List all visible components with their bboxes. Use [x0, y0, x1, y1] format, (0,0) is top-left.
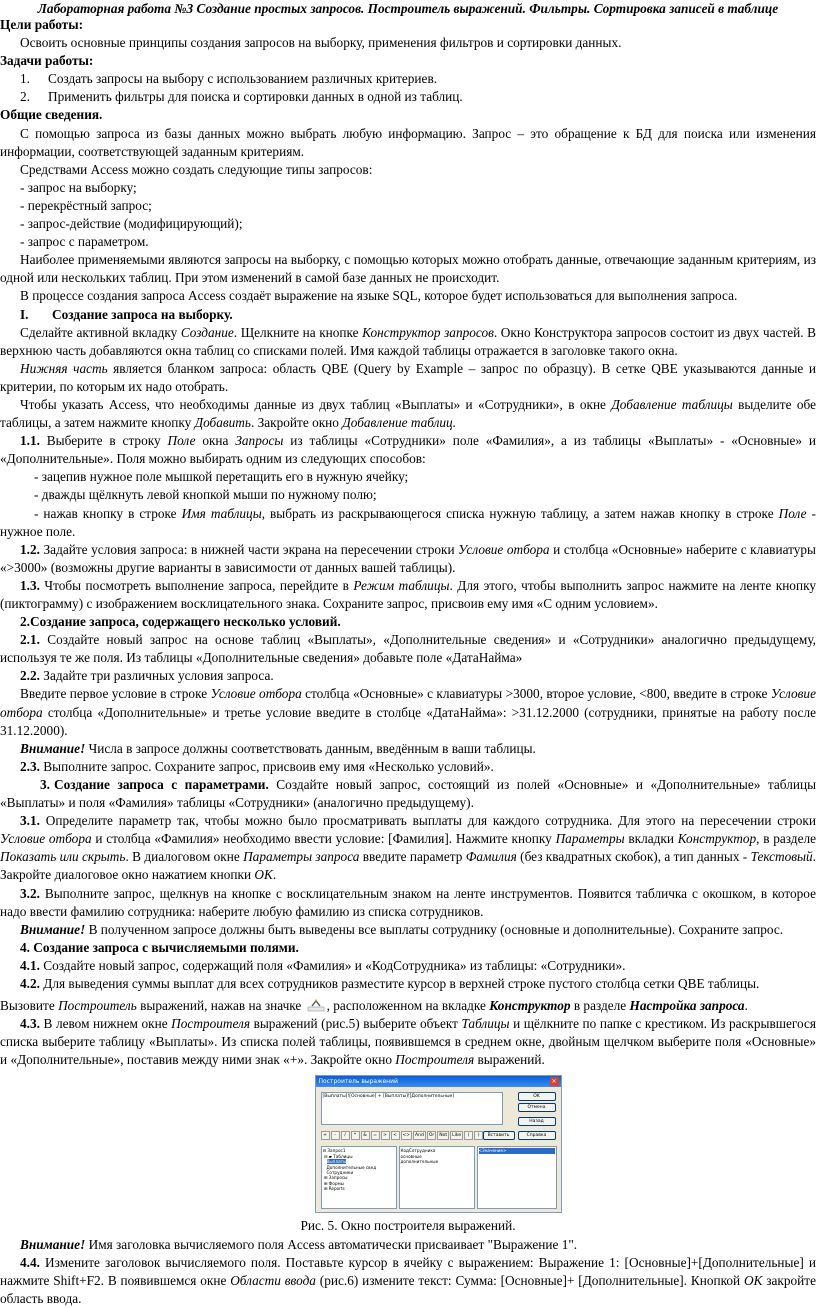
tree-item: ⊞ Reports: [322, 1186, 345, 1192]
operator-button: =: [371, 1131, 380, 1140]
operator-button: Not: [439, 1133, 448, 1139]
operator-button: <: [391, 1131, 400, 1140]
operator-button: /: [341, 1131, 350, 1140]
list-item: - перекрёстный запрос;: [20, 197, 152, 213]
operator-button: -: [331, 1131, 340, 1140]
field-item: КодСотрудника: [400, 1148, 436, 1154]
ok-button: OK: [518, 1092, 556, 1101]
operator-buttons: [321, 1131, 484, 1140]
close-icon: ✕: [551, 1078, 557, 1086]
back-button: Назад: [518, 1117, 556, 1126]
section-heading: I. Создание запроса на выборку.: [20, 306, 233, 322]
figure-window-title: Построитель выражений: [316, 1076, 561, 1087]
paragraph: С помощью запроса из базы данных можно выбрать любую информацию. Запрос – это обращение к БД для поиска или изменения информации, соответствующей заданным критериям.: [0, 125, 816, 159]
paragraph: Чтобы указать Access, что необходимы данные из двух таблиц «Выплаты» и «Сотрудники», в окне Добавление таблицы выделите обе таблицы, а затем нажмите кнопку Добавить. Закройте окно Добавление таблиц.: [0, 396, 816, 431]
help-button: Справка: [518, 1131, 556, 1140]
list-item: - нажав кнопку в строке Имя таблицы, выбрать из раскрывающегося списка нужную таблицу, а затем нажав кнопку в строке Поле - нужное поле.: [0, 505, 816, 539]
page-title: Лабораторная работа №3 Создание простых запросов. Построитель выражений. Фильтры. Сортировка записей в таблице: [37, 1, 779, 16]
paragraph: Внимание! В полученном запросе должны быть выведены все выплаты сотруднику (основные и дополнительные). Сохраните запрос.: [20, 921, 784, 937]
cancel-button: Отмена: [518, 1103, 556, 1112]
paragraph: В процессе создания запроса Access создаёт выражение на языке SQL, которое будет использоваться для выполнения запроса.: [20, 288, 738, 304]
list-item: - запрос-действие (модифицирующий);: [20, 216, 243, 232]
tree-item: Выплаты: [326, 1159, 347, 1165]
tree-item: ⊞ Запросы: [322, 1175, 348, 1181]
objects-tree: [321, 1146, 397, 1209]
paragraph: 3.1. Определите параметр так, чтобы можно было просматривать выплаты для каждого сотрудника. Для этого на пересечении строки Условие отбора и столбца «Фамилия» необходимо ввести условие: [Фамилия]. Нажмите кнопку Параметры вкладки Конструктор, в разделе Показать или скрыть. В диалоговом окне Параметры запроса введите параметр Фамилия (без квадратных скобок), а тип данных - Текстовый. Закройте диалоговое окно нажатием кнопки ОК.: [0, 813, 816, 883]
list-item: 1. Создать запросы на выбору с использованием различных критериев.: [20, 71, 438, 87]
builder-icon: [307, 998, 325, 1012]
paragraph: Внимание! Имя заголовка вычисляемого поля Access автоматически присваивает "Выражение 1".: [20, 1236, 578, 1252]
field-item: дополнительные: [400, 1159, 439, 1165]
paragraph: Средствами Access можно создать следующие типы запросов:: [20, 161, 373, 177]
tree-item: ⊞ Формы: [322, 1180, 344, 1186]
values-pane: [477, 1146, 557, 1209]
tree-item: Сотрудники: [326, 1170, 354, 1176]
fields-list: [399, 1146, 475, 1209]
paste-button: Вставить: [483, 1131, 515, 1140]
figure-caption: Рис. 5. Окно построителя выражений.: [300, 1218, 516, 1234]
paragraph: 4.2. Для выведения суммы выплат для всех сотрудников разместите курсор в верхней строке пустого столбца сетки QBE таблицы.: [20, 975, 760, 991]
paragraph: 3. Создание запроса с параметрами. Создайте новый запрос, состоящий из полей «Основные» и «Дополнительные» таблицы «Выплаты» и поля «Фамилия» таблицы «Сотрудники» (аналогично предыдущему).: [0, 776, 816, 811]
paragraph: Нижняя часть является бланком запроса: область QBE (Query by Example – запрос по образцу). В сетке QBE указываются данные и критерии, по которым их надо отобрать.: [0, 360, 816, 394]
list-item: - запрос с параметром.: [20, 234, 149, 250]
paragraph: 1.2. Задайте условия запроса: в нижней части экрана на пересечении строки Условие отбора и столбца «Основные» наберите с клавиатуры «>3000» (возможны другие варианты в зависимости от данных вашей таблицы).: [0, 541, 816, 575]
paragraph: 4.4. Измените заголовок вычисляемого поля. Поставьте курсор в ячейку с выражением: Выражение 1: [Основные]+[Дополнительные] и нажмите Shift+F2. В появившемся окне Области ввода (рис.6) измените текст: Сумма: [Основные]+ [Дополнительные]. Кнопкой ОК закройте область ввода.: [0, 1254, 816, 1306]
list-item: - запрос на выборку;: [20, 179, 137, 195]
general-heading: Общие сведения.: [0, 107, 103, 123]
field-item: основные: [400, 1153, 422, 1159]
goals-text: Освоить основные принципы создания запросов на выборку, применения фильтров и сортировки данных.: [20, 35, 622, 51]
paragraph: 2.3. Выполните запрос. Сохраните запрос, присвоив ему имя «Несколько условий».: [20, 758, 494, 774]
operator-button: ): [474, 1131, 483, 1140]
paragraph: Сделайте активной вкладку Создание. Щелкните на кнопке Конструктор запросов. Окно Конструктора запросов состоит из двух частей. В верхнюю часть добавляются окна таблиц со списками полей. Имя каждой таблицы отражается в заголовке такого окна.: [0, 324, 816, 358]
folder-icon: ▰: [328, 1153, 332, 1159]
paragraph: 2.2. Задайте три различных условия запроса.: [20, 668, 274, 684]
operator-button: And: [415, 1133, 424, 1139]
list-item: - дважды щёлкнуть левой кнопкой мыши по нужному полю;: [34, 487, 377, 503]
goals-heading: Цели работы:: [0, 17, 84, 32]
paragraph: Внимание! Числа в запросе должны соответствовать данным, введённым в ваши таблицы.: [20, 740, 536, 756]
expression-builder-figure: [315, 1075, 562, 1213]
operator-button: &: [361, 1131, 370, 1140]
paragraph: 1.1. Выберите в строку Поле окна Запросы из таблицы «Сотрудники» поле «Фамилия», а из таблицы «Выплаты» - «Основные» и «Дополнительные». Поля можно выбирать одним из следующих способов:: [0, 433, 816, 467]
operator-button: Like: [452, 1133, 462, 1139]
operator-button: +: [321, 1131, 330, 1140]
paragraph: Наиболее применяемыми являются запросы на выборку, с помощью которых можно отобрать данные, отвечающие заданным критериям, из одной или нескольких таблиц. При этом изменений в самой базе данных не происходит.: [0, 252, 816, 286]
tree-item: ⊟ Запрос1: [322, 1148, 346, 1154]
operator-button: >: [381, 1131, 390, 1140]
operator-button: (: [464, 1131, 473, 1140]
operator-button: Or: [428, 1133, 435, 1139]
tasks-heading: Задачи работы:: [0, 53, 94, 69]
list-item: - зацепив нужное поле мышкой перетащить его в нужную ячейку;: [34, 469, 409, 485]
paragraph: 3.2. Выполните запрос, щелкнув на кнопке с восклицательным знаком на ленте инструментов. Появится табличка с окошком, в которое надо ввести фамилию сотрудника: наберите любую фамилию из списка сотрудников.: [0, 885, 816, 919]
paragraph: 1.3. Чтобы посмотреть выполнение запроса, перейдите в Режим таблицы. Для этого, чтобы выполнить запрос нажмите на ленте кнопку (пиктограмму) с изображением восклицательного знака. Сохраните запрос, присвоив ему имя «С одним условием».: [0, 577, 816, 611]
paragraph: Вызовите Построитель выражений, нажав на значке , расположенном на вкладке Конструктор в разделе Настройка запроса.: [0, 998, 748, 1014]
tree-item: ⊟ ▰ Таблицы: [322, 1153, 353, 1159]
paragraph: 4.1. Создайте новый запрос, содержащий поля «Фамилия» и «КодСотрудника» из таблицы: «Сотрудники».: [20, 957, 626, 973]
paragraph: 2.1. Создайте новый запрос на основе таблиц «Выплаты», «Дополнительные сведения» и «Сотрудники» аналогично предыдущему, используя те же поля. Из таблицы «Дополнительные сведения» добавьте поле «ДатаНайма»: [0, 632, 816, 666]
paragraph: Введите первое условие в строке Условие отбора столбца «Основные» с клавиатуры >3000, второе условие, <800, введите в строке Условие отбора столбца «Дополнительные» и третье условие введите в столбце «ДатаНайма»: >31.12.2000 (сотрудники, принятые на работу после 31.12.2000).: [0, 686, 816, 738]
expression-box: [Выплаты]![Основные] + [Выплаты]![Дополнительные]: [321, 1092, 503, 1125]
operator-button: *: [351, 1131, 360, 1140]
section-heading: 2.Создание запроса, содержащего несколько условий.: [20, 614, 341, 630]
list-item: 2. Применить фильтры для поиска и сортировки данных в одной из таблиц.: [20, 89, 463, 105]
value-item: <Значение>: [479, 1148, 555, 1153]
paragraph: 4.3. В левом нижнем окне Построителя выражений (рис.5) выберите объект Таблицы и щёлкните по папке с крестиком. Из раскрывшегося списка выберите таблицу «Выплаты». Из списка полей таблицы, появившемся в среднем окне, двойным щелчком выберите поля «Основные» и «Дополнительные», поставив между ними знак «+». Закройте окно Построителя выражений.: [0, 1016, 816, 1068]
tree-item: Дополнительные свед: [326, 1164, 377, 1170]
operator-button: <>: [402, 1133, 411, 1139]
section-heading: 4. Создание запроса с вычисляемыми полями.: [20, 939, 299, 955]
